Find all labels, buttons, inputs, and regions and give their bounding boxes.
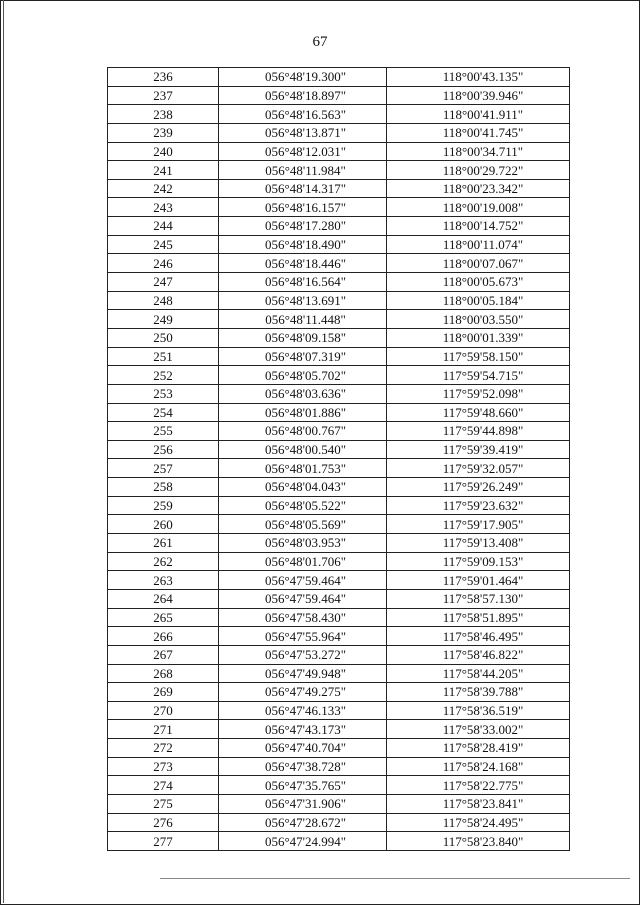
latitude-cell: 056°48'12.031" bbox=[219, 142, 387, 161]
point-number-cell: 237 bbox=[108, 86, 219, 105]
longitude-cell: 117°58'46.495" bbox=[387, 627, 570, 646]
latitude-cell: 056°48'04.043" bbox=[219, 478, 387, 497]
table-row bbox=[108, 776, 570, 795]
table-row bbox=[108, 254, 570, 273]
table-row bbox=[108, 515, 570, 534]
table-row bbox=[108, 68, 570, 87]
table-row bbox=[108, 701, 570, 720]
point-number-cell: 243 bbox=[108, 198, 219, 217]
point-number-cell: 277 bbox=[108, 832, 219, 851]
point-number-cell: 259 bbox=[108, 496, 219, 515]
longitude-cell: 117°58'28.419" bbox=[387, 739, 570, 758]
table-row bbox=[108, 552, 570, 571]
table-row bbox=[108, 217, 570, 236]
longitude-cell: 118°00'11.074" bbox=[387, 235, 570, 254]
table-row bbox=[108, 720, 570, 739]
latitude-cell: 056°48'17.280" bbox=[219, 217, 387, 236]
latitude-cell: 056°47'46.133" bbox=[219, 701, 387, 720]
point-number-cell: 265 bbox=[108, 608, 219, 627]
latitude-cell: 056°48'13.691" bbox=[219, 291, 387, 310]
point-number-cell: 240 bbox=[108, 142, 219, 161]
point-number-cell: 263 bbox=[108, 571, 219, 590]
point-number-cell: 246 bbox=[108, 254, 219, 273]
longitude-cell: 117°58'23.841" bbox=[387, 794, 570, 813]
latitude-cell: 056°48'01.706" bbox=[219, 552, 387, 571]
longitude-cell: 118°00'07.067" bbox=[387, 254, 570, 273]
longitude-cell: 118°00'43.135" bbox=[387, 68, 570, 87]
table-row bbox=[108, 608, 570, 627]
point-number-cell: 271 bbox=[108, 720, 219, 739]
latitude-cell: 056°47'31.906" bbox=[219, 794, 387, 813]
table-row bbox=[108, 310, 570, 329]
bottom-rule bbox=[160, 878, 630, 879]
point-number-cell: 270 bbox=[108, 701, 219, 720]
latitude-cell: 056°47'59.464" bbox=[219, 589, 387, 608]
table-row bbox=[108, 478, 570, 497]
point-number-cell: 255 bbox=[108, 422, 219, 441]
latitude-cell: 056°47'55.964" bbox=[219, 627, 387, 646]
longitude-cell: 117°58'24.168" bbox=[387, 757, 570, 776]
table-row bbox=[108, 142, 570, 161]
point-number-cell: 248 bbox=[108, 291, 219, 310]
latitude-cell: 056°48'05.702" bbox=[219, 366, 387, 385]
longitude-cell: 117°59'26.249" bbox=[387, 478, 570, 497]
point-number-cell: 276 bbox=[108, 813, 219, 832]
point-number-cell: 254 bbox=[108, 403, 219, 422]
coordinates-table-body bbox=[108, 68, 570, 851]
longitude-cell: 117°58'51.895" bbox=[387, 608, 570, 627]
longitude-cell: 118°00'29.722" bbox=[387, 161, 570, 180]
latitude-cell: 056°48'19.300" bbox=[219, 68, 387, 87]
longitude-cell: 118°00'01.339" bbox=[387, 328, 570, 347]
latitude-cell: 056°48'07.319" bbox=[219, 347, 387, 366]
point-number-cell: 256 bbox=[108, 440, 219, 459]
longitude-cell: 118°00'03.550" bbox=[387, 310, 570, 329]
longitude-cell: 118°00'14.752" bbox=[387, 217, 570, 236]
table-row bbox=[108, 347, 570, 366]
latitude-cell: 056°48'16.157" bbox=[219, 198, 387, 217]
longitude-cell: 117°58'36.519" bbox=[387, 701, 570, 720]
table-row bbox=[108, 291, 570, 310]
point-number-cell: 252 bbox=[108, 366, 219, 385]
table-row bbox=[108, 86, 570, 105]
longitude-cell: 117°59'52.098" bbox=[387, 384, 570, 403]
longitude-cell: 117°59'48.660" bbox=[387, 403, 570, 422]
longitude-cell: 118°00'05.184" bbox=[387, 291, 570, 310]
table-row bbox=[108, 571, 570, 590]
latitude-cell: 056°47'40.704" bbox=[219, 739, 387, 758]
table-row bbox=[108, 664, 570, 683]
longitude-cell: 118°00'39.946" bbox=[387, 86, 570, 105]
latitude-cell: 056°47'58.430" bbox=[219, 608, 387, 627]
latitude-cell: 056°48'18.897" bbox=[219, 86, 387, 105]
latitude-cell: 056°48'11.448" bbox=[219, 310, 387, 329]
longitude-cell: 117°58'57.130" bbox=[387, 589, 570, 608]
longitude-cell: 117°59'54.715" bbox=[387, 366, 570, 385]
latitude-cell: 056°48'03.953" bbox=[219, 534, 387, 553]
longitude-cell: 117°59'58.150" bbox=[387, 347, 570, 366]
latitude-cell: 056°47'43.173" bbox=[219, 720, 387, 739]
point-number-cell: 268 bbox=[108, 664, 219, 683]
latitude-cell: 056°48'18.490" bbox=[219, 235, 387, 254]
point-number-cell: 249 bbox=[108, 310, 219, 329]
point-number-cell: 262 bbox=[108, 552, 219, 571]
latitude-cell: 056°48'18.446" bbox=[219, 254, 387, 273]
latitude-cell: 056°47'49.948" bbox=[219, 664, 387, 683]
point-number-cell: 267 bbox=[108, 645, 219, 664]
latitude-cell: 056°47'24.994" bbox=[219, 832, 387, 851]
point-number-cell: 273 bbox=[108, 757, 219, 776]
longitude-cell: 117°59'23.632" bbox=[387, 496, 570, 515]
latitude-cell: 056°47'38.728" bbox=[219, 757, 387, 776]
table-row bbox=[108, 403, 570, 422]
point-number-cell: 250 bbox=[108, 328, 219, 347]
longitude-cell: 117°58'46.822" bbox=[387, 645, 570, 664]
point-number-cell: 274 bbox=[108, 776, 219, 795]
longitude-cell: 118°00'41.911" bbox=[387, 105, 570, 124]
scan-edge-line bbox=[3, 0, 4, 903]
table-row bbox=[108, 739, 570, 758]
longitude-cell: 117°58'44.205" bbox=[387, 664, 570, 683]
point-number-cell: 258 bbox=[108, 478, 219, 497]
latitude-cell: 056°48'05.569" bbox=[219, 515, 387, 534]
table-row bbox=[108, 534, 570, 553]
table-row bbox=[108, 384, 570, 403]
point-number-cell: 261 bbox=[108, 534, 219, 553]
latitude-cell: 056°48'00.767" bbox=[219, 422, 387, 441]
point-number-cell: 238 bbox=[108, 105, 219, 124]
point-number-cell: 253 bbox=[108, 384, 219, 403]
table-row bbox=[108, 496, 570, 515]
table-row bbox=[108, 440, 570, 459]
latitude-cell: 056°48'09.158" bbox=[219, 328, 387, 347]
table-row bbox=[108, 235, 570, 254]
longitude-cell: 117°59'01.464" bbox=[387, 571, 570, 590]
table-row bbox=[108, 161, 570, 180]
table-row bbox=[108, 198, 570, 217]
table-row bbox=[108, 813, 570, 832]
table-row bbox=[108, 832, 570, 851]
latitude-cell: 056°47'35.765" bbox=[219, 776, 387, 795]
point-number-cell: 260 bbox=[108, 515, 219, 534]
point-number-cell: 244 bbox=[108, 217, 219, 236]
point-number-cell: 241 bbox=[108, 161, 219, 180]
table-row bbox=[108, 683, 570, 702]
table-row bbox=[108, 422, 570, 441]
latitude-cell: 056°47'49.275" bbox=[219, 683, 387, 702]
table-row bbox=[108, 794, 570, 813]
point-number-cell: 275 bbox=[108, 794, 219, 813]
longitude-cell: 117°59'39.419" bbox=[387, 440, 570, 459]
latitude-cell: 056°48'05.522" bbox=[219, 496, 387, 515]
longitude-cell: 118°00'19.008" bbox=[387, 198, 570, 217]
longitude-cell: 117°58'33.002" bbox=[387, 720, 570, 739]
point-number-cell: 236 bbox=[108, 68, 219, 87]
point-number-cell: 239 bbox=[108, 123, 219, 142]
point-number-cell: 247 bbox=[108, 273, 219, 292]
table-row bbox=[108, 366, 570, 385]
longitude-cell: 117°58'23.840" bbox=[387, 832, 570, 851]
latitude-cell: 056°48'16.563" bbox=[219, 105, 387, 124]
longitude-cell: 117°59'44.898" bbox=[387, 422, 570, 441]
point-number-cell: 264 bbox=[108, 589, 219, 608]
table-row bbox=[108, 645, 570, 664]
table-row bbox=[108, 757, 570, 776]
point-number-cell: 245 bbox=[108, 235, 219, 254]
latitude-cell: 056°47'53.272" bbox=[219, 645, 387, 664]
longitude-cell: 118°00'05.673" bbox=[387, 273, 570, 292]
latitude-cell: 056°48'16.564" bbox=[219, 273, 387, 292]
latitude-cell: 056°48'11.984" bbox=[219, 161, 387, 180]
latitude-cell: 056°48'13.871" bbox=[219, 123, 387, 142]
longitude-cell: 118°00'23.342" bbox=[387, 179, 570, 198]
table-row bbox=[108, 105, 570, 124]
coordinates-table bbox=[107, 67, 570, 851]
point-number-cell: 269 bbox=[108, 683, 219, 702]
page-number: 67 bbox=[312, 34, 328, 50]
table-row bbox=[108, 123, 570, 142]
latitude-cell: 056°48'01.886" bbox=[219, 403, 387, 422]
table-row bbox=[108, 627, 570, 646]
longitude-cell: 117°58'24.495" bbox=[387, 813, 570, 832]
table-row bbox=[108, 179, 570, 198]
latitude-cell: 056°48'00.540" bbox=[219, 440, 387, 459]
latitude-cell: 056°47'28.672" bbox=[219, 813, 387, 832]
point-number-cell: 251 bbox=[108, 347, 219, 366]
longitude-cell: 117°59'09.153" bbox=[387, 552, 570, 571]
longitude-cell: 118°00'41.745" bbox=[387, 123, 570, 142]
latitude-cell: 056°47'59.464" bbox=[219, 571, 387, 590]
point-number-cell: 257 bbox=[108, 459, 219, 478]
longitude-cell: 117°59'13.408" bbox=[387, 534, 570, 553]
table-row bbox=[108, 273, 570, 292]
longitude-cell: 118°00'34.711" bbox=[387, 142, 570, 161]
longitude-cell: 117°58'22.775" bbox=[387, 776, 570, 795]
latitude-cell: 056°48'14.317" bbox=[219, 179, 387, 198]
table-row bbox=[108, 589, 570, 608]
table-row bbox=[108, 459, 570, 478]
longitude-cell: 117°59'17.905" bbox=[387, 515, 570, 534]
longitude-cell: 117°59'32.057" bbox=[387, 459, 570, 478]
point-number-cell: 242 bbox=[108, 179, 219, 198]
table-row bbox=[108, 328, 570, 347]
point-number-cell: 272 bbox=[108, 739, 219, 758]
latitude-cell: 056°48'01.753" bbox=[219, 459, 387, 478]
longitude-cell: 117°58'39.788" bbox=[387, 683, 570, 702]
point-number-cell: 266 bbox=[108, 627, 219, 646]
latitude-cell: 056°48'03.636" bbox=[219, 384, 387, 403]
